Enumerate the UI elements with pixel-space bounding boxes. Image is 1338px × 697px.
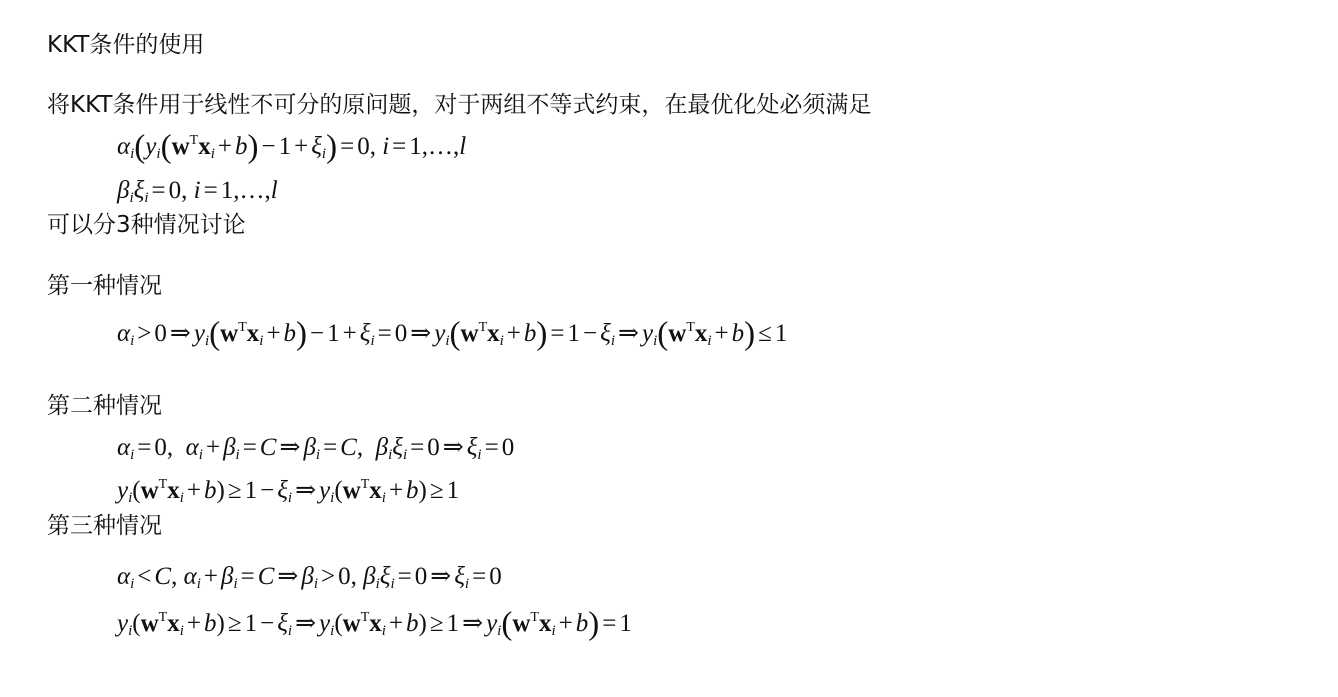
case-1-heading: 第一种情况 — [47, 273, 162, 299]
kkt-condition-2: $\beta_i\xi_i = 0$, i = 1,…,l — [117, 177, 278, 206]
document-title: KKT条件的使用 — [47, 32, 205, 58]
discussion-paragraph: 可以分3种情况讨论 — [47, 212, 246, 238]
case-3-equation-1: $\alpha_i < C$, $\alpha_i + \beta_i = C$ ⇒ $\beta_i > 0$, $\beta_i\xi_i = 0$ ⇒ $\xi_i = 0$ — [117, 563, 502, 592]
case-2-heading: 第二种情况 — [47, 393, 162, 419]
case-3-heading: 第三种情况 — [47, 513, 162, 539]
case-3-equation-2: $y_i(w^Tx_i + b) \ge 1 - \xi_i$ ⇒ $y_i(w^Tx_i + b) \ge 1$ ⇒ $y_i(w^Tx_i + b) = 1$ — [117, 606, 632, 642]
case-1-equation: $\alpha_i > 0$ ⇒ $y_i(w^Tx_i + b) - 1 + \xi_i = 0$ ⇒ $y_i(w^Tx_i + b) = 1 - \xi_i$ ⇒ $y_i(w^Tx_i + b) \le 1$ — [117, 316, 788, 352]
case-2-equation-1: $\alpha_i = 0$, $\alpha_i + \beta_i = C$ ⇒ $\beta_i = C$, $\beta_i\xi_i = 0$ ⇒ $\xi_i = 0$ — [117, 434, 515, 463]
kkt-condition-1: $\alpha_i(y_i(w^Tx_i + b) - 1 + \xi_i) = 0$, i = 1,…,l — [117, 129, 467, 165]
intro-paragraph: 将KKT条件用于线性不可分的原问题，对于两组不等式约束，在最优化处必须满足 — [47, 92, 872, 118]
case-2-equation-2: $y_i(w^Tx_i + b) \ge 1 - \xi_i$ ⇒ $y_i(w^Tx_i + b) \ge 1$ — [117, 477, 460, 506]
